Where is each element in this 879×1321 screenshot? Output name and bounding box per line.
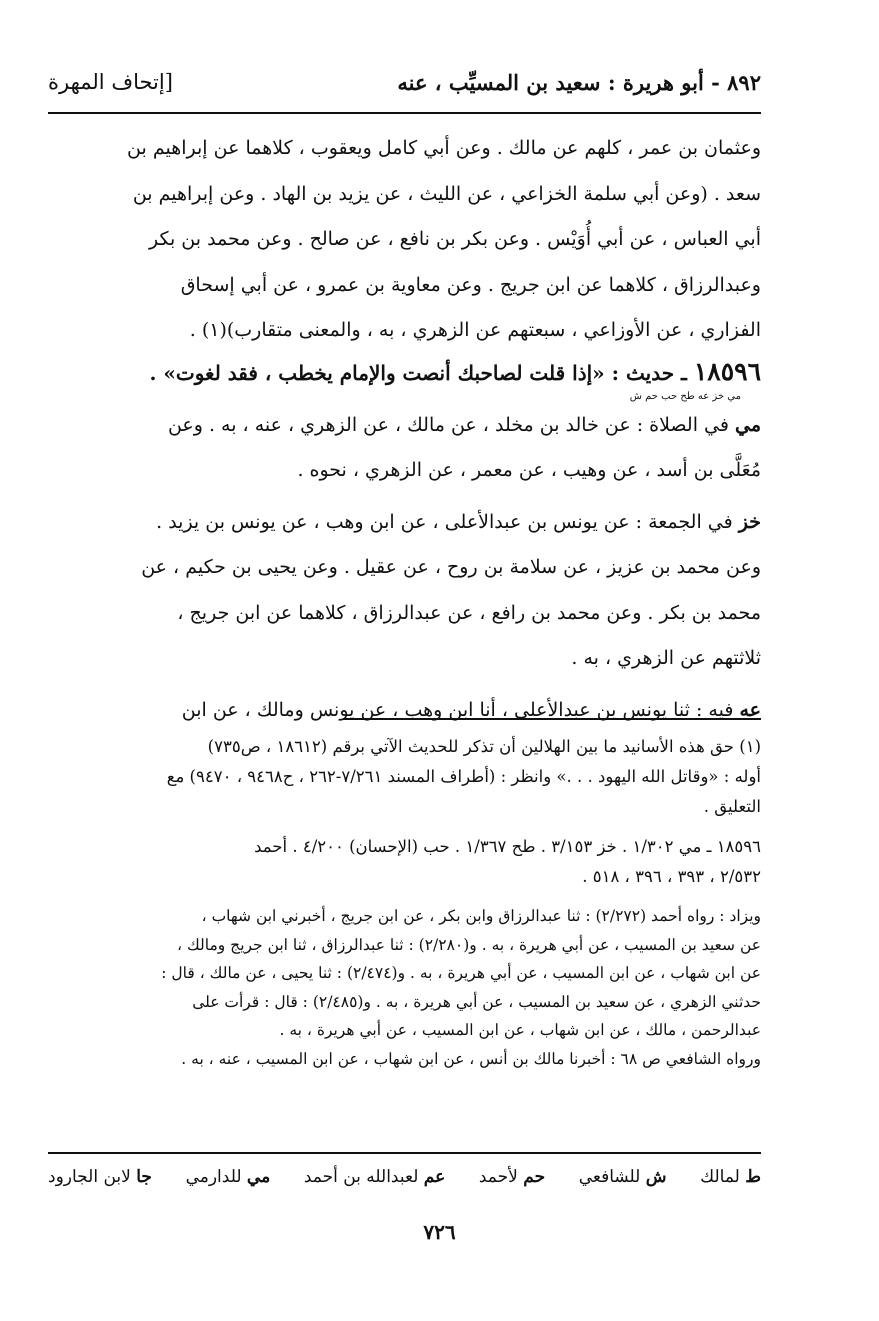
text-line <box>48 500 761 546</box>
abbrev-item <box>304 1160 445 1194</box>
footnote-line: عن ابن شهاب ، عن ابن المسيب ، عن أبي هريرة ، به . و(٢/٤٧٤) : ثنا يحيى ، عن مالك ، قال : <box>161 964 761 982</box>
sigla-line: مي خز عه طح حب حم ش <box>629 390 741 402</box>
abbreviations-divider <box>48 1152 761 1154</box>
abbrev-item <box>579 1160 667 1194</box>
abbrev-item <box>700 1160 761 1194</box>
footnote-line: عبدالرحمن ، مالك ، عن ابن شهاب ، عن ابن المسيب ، عن أبي هريرة ، به . <box>279 1021 761 1039</box>
hadith-number: ١٨٥٩٦ <box>693 356 761 386</box>
footnotes <box>48 732 761 1073</box>
siglum-ah: عه <box>739 698 761 721</box>
footnote-line: ١٨٥٩٦ ـ مي ١/٣٠٢ . خز ٣/١٥٣ . طح ١/٣٦٧ . حب (الإحسان) ٤/٢٠٠ . أحمد <box>254 837 761 856</box>
text-line: الفزاري ، عن الأوزاعي ، سبعتهم عن الزهري ، به ، والمعنى متقارب)(١) . <box>189 319 761 341</box>
book-title: [إتحاف المهرة <box>48 70 173 94</box>
text-line: مُعَلَّى بن أسد ، عن وهيب ، عن معمر ، عن الزهري ، نحوه . <box>297 459 761 481</box>
abbrev-item <box>48 1160 152 1194</box>
text-line <box>48 403 761 449</box>
footnote-line: ورواه الشافعي ص ٦٨ : أخبرنا مالك بن أنس ، عن ابن شهاب ، عن ابن المسيب ، عنه ، به . <box>181 1049 761 1068</box>
text-line: محمد بن بكر . وعن محمد بن رافع ، عن عبدالرزاق ، كلاهما عن ابن جريج ، <box>177 601 761 624</box>
hadith-heading <box>48 354 761 391</box>
footnote-line: (١) حق هذه الأسانيد ما بين الهلالين أن تذكر للحديث الآتي برقم (١٨٦١٢ ، ص٧٣٥) <box>207 737 761 756</box>
running-title: ٨٩٢ - أبو هريرة : سعيد بن المسيِّب ، عنه <box>397 69 761 95</box>
footnote-line: ٢/٥٣٢ ، ٣٩٣ ، ٣٩٦ ، ٥١٨ . <box>582 867 761 886</box>
abbrev-meaning: لمالك <box>700 1167 740 1187</box>
hadith-label: ـ حديث : <box>611 360 687 385</box>
text-line: أبي العباس ، عن أبي أُوَيْس . وعن بكر بن نافع ، عن صالح . وعن محمد بن بكر <box>148 228 761 250</box>
abbrev-meaning: لعبدالله بن أحمد <box>303 1167 419 1187</box>
text-line: وعن محمد بن عزيز ، عن سلامة بن روح ، عن عقيل . وعن يحيى بن حكيم ، عن <box>141 556 761 578</box>
abbrev-meaning: للشافعي <box>578 1167 641 1187</box>
abbrev-meaning: لابن الجارود <box>48 1167 131 1187</box>
siglum-mi: مي <box>734 413 761 436</box>
text-line: وعبدالرزاق ، كلاهما عن ابن جريج . وعن معاوية بن عمرو ، عن أبي إسحاق <box>180 273 761 296</box>
abbrev-item <box>479 1160 545 1194</box>
para-text: في الصلاة : عن خالد بن مخلد ، عن مالك ، عن الزهري ، عنه ، به . وعن <box>167 413 729 436</box>
text-line: وعثمان بن عمر ، كلهم عن مالك . وعن أبي كامل ويعقوب ، كلاهما عن إبراهيم بن <box>127 137 761 159</box>
para-text: فيه : ثنا يونس بن عبدالأعلى ، أنا ابن وهب ، عن يونس ومالك ، عن ابن <box>181 698 734 721</box>
abbrev-code: عم <box>423 1167 446 1187</box>
page-number: ٧٢٦ <box>423 1220 456 1244</box>
header-divider <box>48 112 761 114</box>
para-text: في الجمعة : عن يونس بن عبدالأعلى ، عن ابن وهب ، عن يونس بن يزيد . <box>156 510 733 533</box>
hadith-text: «إذا قلت لصاحبك أنصت والإمام يخطب ، فقد لغوت» . <box>149 360 605 385</box>
abbrev-code: جا <box>136 1167 152 1187</box>
footnote-line: ويزاد : رواه أحمد (٢/٢٧٢) : ثنا عبدالرزاق وابن بكر ، عن ابن جريج ، أخبرني ابن شهاب ، <box>201 907 761 925</box>
abbrev-meaning: لأحمد <box>478 1167 518 1187</box>
page-header <box>48 62 761 102</box>
text-line: ثلاثتهم عن الزهري ، به . <box>571 647 761 669</box>
text-line <box>48 688 761 734</box>
abbrev-code: ط <box>745 1167 761 1187</box>
abbrev-code: حم <box>523 1167 546 1187</box>
abbreviations-key <box>48 1160 761 1194</box>
abbrev-item <box>186 1160 271 1194</box>
footnote-line: أوله : «وقاتل الله اليهود . . .» وانظر : (أطراف المسند ٧/٢٦١-٢٦٢ ، ح٩٤٦٨ ، ٩٤٧٠) مع <box>166 767 761 786</box>
siglum-khz: خز <box>738 510 761 533</box>
abbrev-meaning: للدارمي <box>185 1167 242 1187</box>
footnote-line: حدثني الزهري ، عن سعيد بن المسيب ، عن أبي هريرة ، به . و(٢/٤٨٥) : قال : قرأت على <box>192 992 761 1011</box>
text-line: سعد . (وعن أبي سلمة الخزاعي ، عن الليث ، عن يزيد بن الهاد . وعن إبراهيم بن <box>132 182 761 205</box>
footnote-line: عن سعيد بن المسيب ، عن أبي هريرة ، به . و(٢/٢٨٠) : ثنا عبدالرزاق ، ثنا ابن جريج ومالك ، <box>177 935 761 954</box>
footnote-line: التعليق . <box>703 797 761 816</box>
footnote-divider <box>343 718 761 720</box>
abbrev-code: ش <box>645 1167 667 1187</box>
main-text <box>48 126 761 733</box>
abbrev-code: مي <box>246 1167 271 1187</box>
